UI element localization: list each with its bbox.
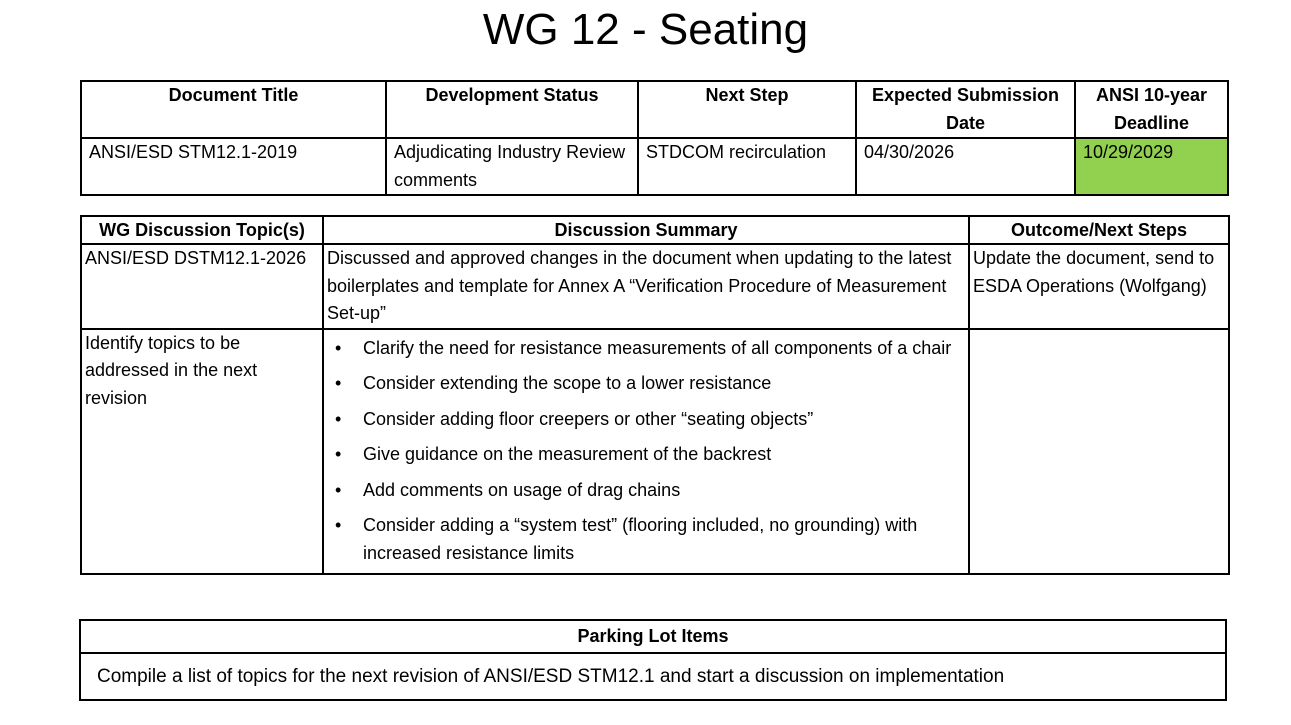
header-next-step: Next Step xyxy=(638,81,856,138)
list-item-text: Add comments on usage of drag chains xyxy=(363,479,681,500)
list-item xyxy=(327,512,965,567)
list-item-text: Consider adding floor creepers or other “seating objects” xyxy=(363,408,814,429)
cell-next-step: STDCOM recirculation xyxy=(638,138,856,195)
bullet-icon: • xyxy=(335,515,342,535)
list-item xyxy=(327,370,965,398)
list-item-text: Clarify the need for resistance measurements of all components of a chair xyxy=(363,337,952,358)
cell-summary: Discussed and approved changes in the document when updating to the latest boilerplates and template for Annex A “Verification Procedure of Measurement Set-up” xyxy=(323,244,969,329)
cell-outcome: Update the document, send to ESDA Operations (Wolfgang) xyxy=(969,244,1229,329)
header-development-status: Development Status xyxy=(386,81,638,138)
bullet-icon: • xyxy=(335,479,342,500)
list-item xyxy=(327,477,965,505)
header-ansi-deadline: ANSI 10-year Deadline xyxy=(1075,81,1228,138)
status-table xyxy=(80,80,1229,196)
cell-topic: ANSI/ESD DSTM12.1-2026 xyxy=(81,244,323,329)
parking-lot-table xyxy=(79,619,1227,701)
cell-ansi-deadline: 10/29/2029 xyxy=(1075,138,1228,195)
cell-outcome xyxy=(969,329,1229,575)
parking-lot-header: Parking Lot Items xyxy=(80,620,1226,653)
header-expected-submission-date: Expected Submission Date xyxy=(856,81,1075,138)
bullet-icon: • xyxy=(335,444,342,464)
cell-topic: Identify topics to be addressed in the next revision xyxy=(81,329,323,575)
list-item-text: Consider adding a “system test” (flooring included, no grounding) with increased resistance limits xyxy=(363,515,918,563)
header-outcome: Outcome/Next Steps xyxy=(969,216,1229,244)
header-document-title: Document Title xyxy=(81,81,386,138)
topics-bullet-list xyxy=(327,330,965,574)
list-item xyxy=(327,406,965,434)
bullet-icon: • xyxy=(335,408,342,429)
bullet-icon: • xyxy=(335,373,342,393)
list-item-text: Give guidance on the measurement of the backrest xyxy=(363,444,772,464)
parking-lot-item: Compile a list of topics for the next revision of ANSI/ESD STM12.1 and start a discussion on implementation xyxy=(80,653,1226,700)
table-row xyxy=(81,329,1229,575)
header-discussion-summary: Discussion Summary xyxy=(323,216,969,244)
list-item xyxy=(327,335,965,363)
cell-expected-submission-date: 04/30/2026 xyxy=(856,138,1075,195)
discussion-table xyxy=(80,215,1230,575)
list-item xyxy=(327,441,965,469)
table-row xyxy=(80,653,1226,700)
list-item-text: Consider extending the scope to a lower resistance xyxy=(363,373,772,393)
cell-document-title: ANSI/ESD STM12.1-2019 xyxy=(81,138,386,195)
table-row xyxy=(81,138,1228,195)
cell-summary xyxy=(323,329,969,575)
page-title: WG 12 - Seating xyxy=(482,5,809,54)
cell-development-status: Adjudicating Industry Review comments xyxy=(386,138,638,195)
table-row xyxy=(81,244,1229,329)
discussion-table-header xyxy=(81,216,1229,244)
bullet-icon: • xyxy=(335,337,342,358)
header-discussion-topic: WG Discussion Topic(s) xyxy=(81,216,323,244)
status-table-header xyxy=(81,81,1228,138)
